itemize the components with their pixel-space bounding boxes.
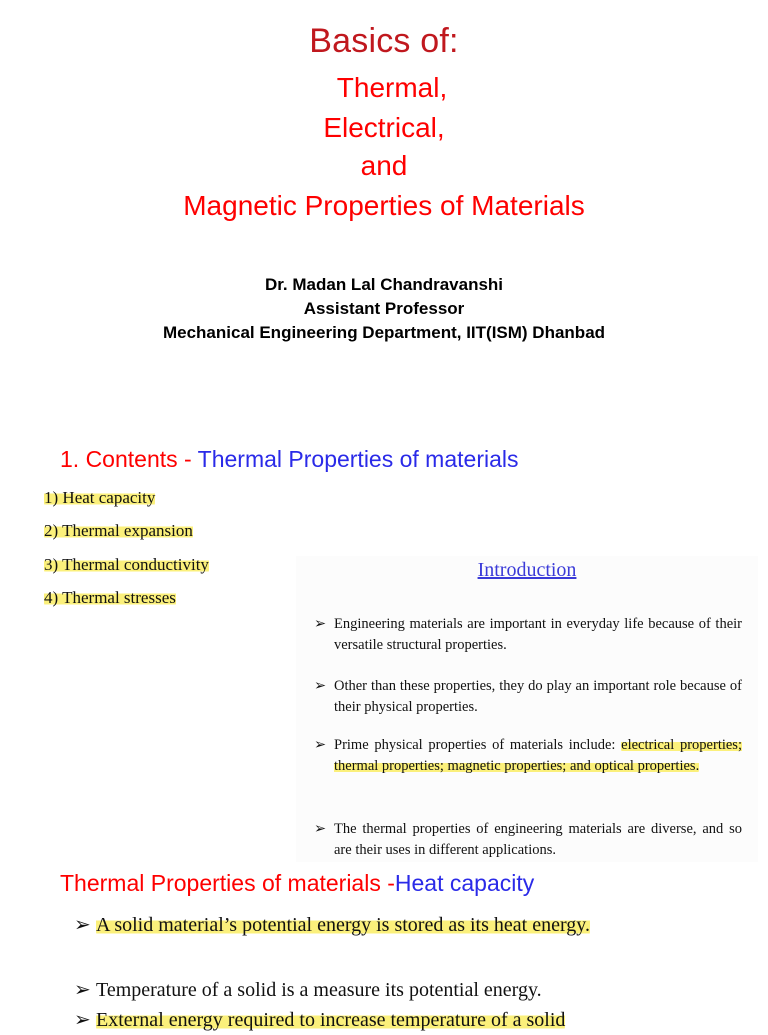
heat-capacity-bullet-highlight: A solid material’s potential energy is stored as its heat energy. <box>96 914 590 936</box>
author-role: Assistant Professor <box>303 299 465 318</box>
contents-heading <box>60 446 519 473</box>
heat-capacity-heading <box>60 870 534 897</box>
contents-item <box>44 555 209 575</box>
contents-heading-prefix: 1. Contents - <box>60 446 198 472</box>
bullet-arrow-icon: ➢ <box>74 979 91 1001</box>
author-department: Mechanical Engineering Department, IIT(ISM) Dhanbad <box>162 323 606 342</box>
bullet-arrow-icon: ➢ <box>314 678 327 694</box>
heat-capacity-bullet-text: Temperature of a solid is a measure its potential energy. <box>96 979 542 1001</box>
intro-bullet-text: Engineering materials are important in everyday life because of their versatile structural properties. <box>334 616 742 653</box>
title-and: and <box>360 150 408 181</box>
title-basics: Basics of: <box>309 22 459 60</box>
heat-capacity-heading-topic: Heat capacity <box>394 870 535 896</box>
intro-bullet-text: The thermal properties of engineering materials are diverse, and so are their uses in different applications. <box>334 821 742 858</box>
contents-item <box>44 588 176 608</box>
intro-bullet <box>314 819 742 860</box>
heat-capacity-bullet-text <box>96 911 648 940</box>
contents-heading-topic: Thermal Properties of materials <box>197 446 519 472</box>
bullet-arrow-icon: ➢ <box>74 1009 91 1031</box>
intro-bullet-text <box>334 735 742 776</box>
author-name: Dr. Madan Lal Chandravanshi <box>264 275 504 294</box>
intro-bullet-text: Other than these properties, they do play an important role because of their physical properties. <box>334 678 742 715</box>
bullet-arrow-icon: ➢ <box>314 737 327 753</box>
contents-item <box>44 488 155 508</box>
heat-capacity-bullet <box>74 911 648 940</box>
intro-bullet-text-highlight: electrical properties; thermal properties; magnetic properties; and optical properties. <box>334 737 742 774</box>
intro-bullet-text-plain: Prime physical properties of materials include: <box>334 737 622 753</box>
heat-capacity-bullet-highlight: External energy required to increase temperature of a solid <box>96 1009 566 1031</box>
contents-item-label: 1) Heat capacity <box>44 488 156 507</box>
intro-bullet <box>314 735 742 776</box>
contents-item <box>44 521 193 541</box>
contents-item-label: 3) Thermal conductivity <box>44 555 209 574</box>
title-electrical: Electrical, <box>323 112 445 143</box>
heat-capacity-heading-prefix: Thermal Properties of materials - <box>60 870 395 896</box>
title-magnetic: Magnetic Properties of Materials <box>183 190 585 221</box>
heat-capacity-bullet-text <box>96 1006 648 1035</box>
bullet-arrow-icon: ➢ <box>314 616 327 632</box>
contents-item-label: 4) Thermal stresses <box>44 588 176 607</box>
introduction-title: Introduction <box>477 559 577 581</box>
heat-capacity-bullet <box>74 976 648 1005</box>
intro-bullet <box>314 614 742 655</box>
intro-bullet <box>314 676 742 717</box>
bullet-arrow-icon: ➢ <box>74 914 91 936</box>
heat-capacity-bullet <box>74 1006 648 1035</box>
contents-item-label: 2) Thermal expansion <box>44 521 193 540</box>
title-thermal: Thermal, <box>336 72 448 103</box>
bullet-arrow-icon: ➢ <box>314 821 327 837</box>
